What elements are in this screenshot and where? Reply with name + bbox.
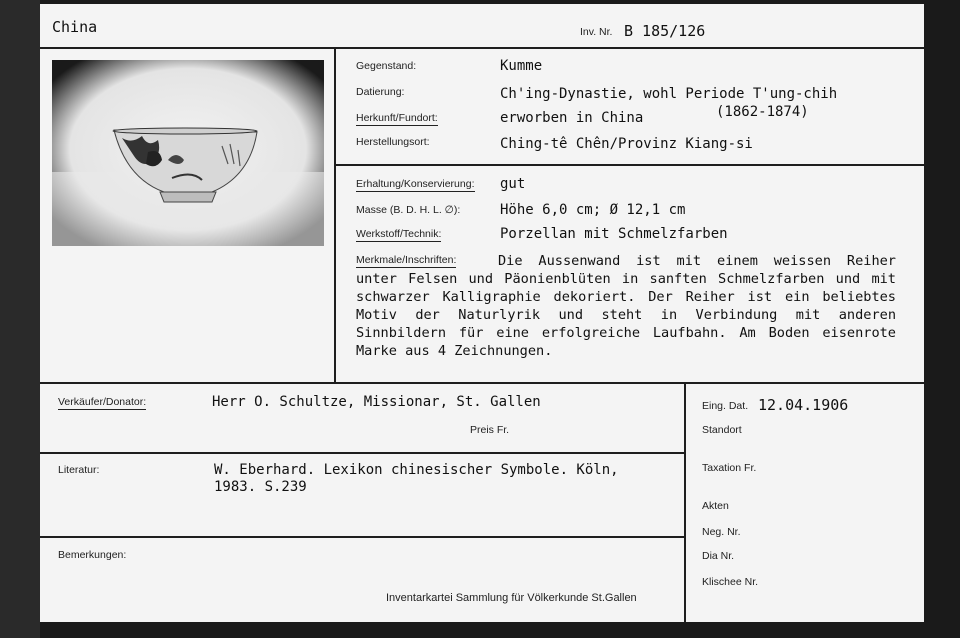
object-photo <box>52 60 324 246</box>
region-label: China <box>52 18 98 36</box>
divider-literature <box>40 452 684 454</box>
inv-nr-value: B 185/126 <box>624 22 706 40</box>
taxation-label: Taxation Fr. <box>702 462 757 474</box>
klischee-nr-label: Klischee Nr. <box>702 576 759 588</box>
akten-label: Akten <box>702 500 729 512</box>
masse-value: Höhe 6,0 cm; Ø 12,1 cm <box>500 202 686 218</box>
literatur-label: Literatur: <box>58 464 100 476</box>
preis-label: Preis Fr. <box>470 424 510 436</box>
gegenstand-label: Gegenstand: <box>356 60 417 72</box>
verkaeufer-label: Verkäufer/Donator: <box>58 396 147 408</box>
inv-nr-label: Inv. Nr. <box>580 26 613 38</box>
merkmale-value: Die Aussenwand ist mit einem weissen Reiher unter Felsen und Päonienblüten in sanften Schmelzfarben und mit schwarzer Kalligraphie dekoriert. Der Reiher ist ein beliebtes Motiv der Naturlyrik und steht in Verbindung mit anderen Sinnbildern für eine erfolgreiche Laufbahn. Am Boden eisenrote Marke aus 4 Zeichnungen. <box>356 253 896 359</box>
verkaeufer-value: Herr O. Schultze, Missionar, St. Gallen <box>212 394 541 410</box>
literatur-value-page: 1983. S.239 <box>214 479 307 495</box>
eing-dat-label: Eing. Dat. <box>702 400 749 412</box>
herstellung-value: Ching-tê Chên/Provinz Kiang-si <box>500 136 753 152</box>
herstellung-label: Herstellungsort: <box>356 136 430 148</box>
erhaltung-label: Erhaltung/Konservierung: <box>356 178 475 190</box>
datierung-value: Ch'ing-Dynastie, wohl Periode T'ung-chih <box>500 86 838 102</box>
divider-lower <box>40 382 924 384</box>
background-edge <box>0 0 40 638</box>
datierung-label: Datierung: <box>356 86 405 98</box>
gegenstand-value: Kumme <box>500 58 543 74</box>
literatur-value: W. Eberhard. Lexikon chinesischer Symbole. Köln, <box>214 462 619 478</box>
bowl-photo-image <box>52 60 324 246</box>
card-footer: Inventarkartei Sammlung für Völkerkunde St.Gallen <box>386 592 637 604</box>
masse-label: Masse (B. D. H. L. ∅): <box>356 204 461 216</box>
divider-right-column <box>684 382 686 622</box>
werkstoff-value: Porzellan mit Schmelzfarben <box>500 226 728 242</box>
inventory-card <box>40 4 924 622</box>
divider-header <box>40 47 924 49</box>
eing-dat-value: 12.04.1906 <box>758 396 849 414</box>
divider-remarks <box>40 536 684 538</box>
erhaltung-value: gut <box>500 176 526 192</box>
standort-label: Standort <box>702 424 742 436</box>
neg-nr-label: Neg. Nr. <box>702 526 741 538</box>
divider-fields <box>334 164 924 166</box>
werkstoff-label: Werkstoff/Technik: <box>356 228 442 240</box>
divider-photo-column <box>334 47 336 383</box>
merkmale-label: Merkmale/Inschriften: <box>356 254 457 266</box>
dia-nr-label: Dia Nr. <box>702 550 735 562</box>
bemerkungen-label: Bemerkungen: <box>58 549 127 561</box>
herkunft-label: Herkunft/Fundort: <box>356 112 438 124</box>
herkunft-value: erworben in China <box>500 110 644 126</box>
datierung-value-years: (1862-1874) <box>716 104 809 120</box>
